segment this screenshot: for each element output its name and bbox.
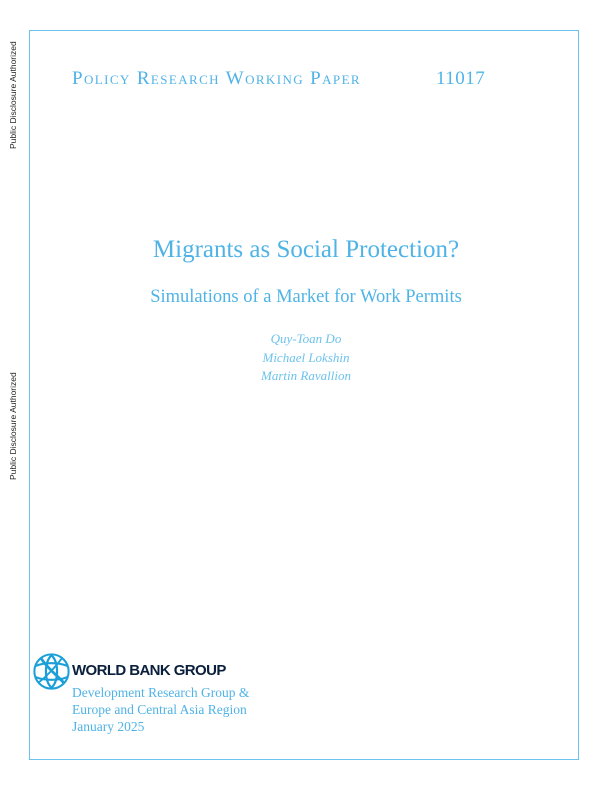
author-name: Michael Lokshin: [262, 349, 350, 365]
paper-title: Migrants as Social Protection?: [152, 236, 460, 263]
author-name: Martin Ravallion: [261, 368, 351, 383]
publication-date: January 2025: [72, 719, 145, 734]
region-line: Europe and Central Asia Region: [72, 702, 247, 717]
globe-icon: [33, 653, 70, 690]
paper-number: 11017: [436, 68, 486, 89]
author-list: [0, 330, 612, 386]
paper-subtitle: Simulations of a Market for Work Permits: [150, 287, 462, 307]
publisher-info: [72, 684, 249, 735]
series-title: Policy Research Working Paper: [72, 68, 361, 89]
author-name: Quy-Toan Do: [270, 331, 342, 346]
disclosure-label-middle: Public Disclosure Authorized: [8, 372, 18, 480]
disclosure-label-top: Public Disclosure Authorized: [8, 41, 18, 149]
department-line: Development Research Group &: [72, 685, 250, 700]
cover-frame: [29, 30, 579, 760]
logo-wordmark: WORLD BANK GROUP: [72, 662, 226, 679]
